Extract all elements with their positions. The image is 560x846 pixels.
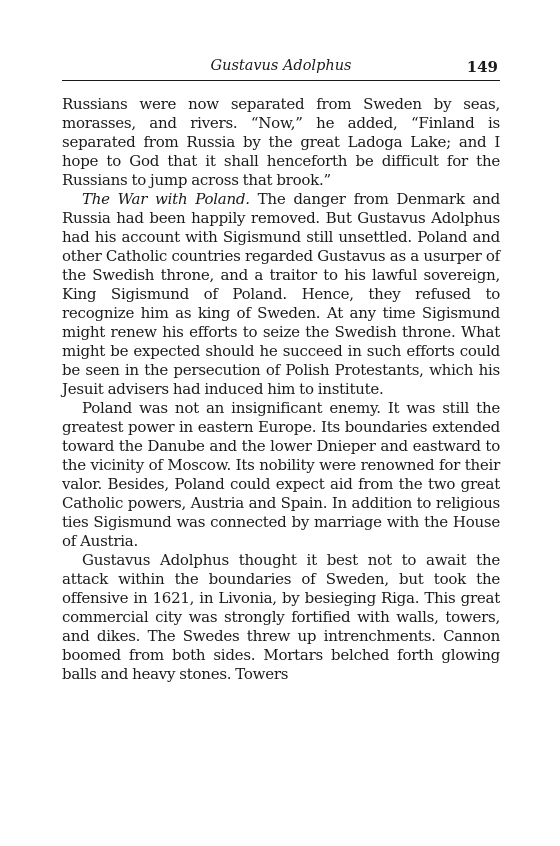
paragraph-1-text: Russians were now separated from Sweden by seas, morasses, and rivers. “Now,” he added, “Finland is separated from Russia by the great Ladoga Lake; and I hope to God that it shall henceforth be difficult for the Russians to jump across that brook.” <box>62 95 500 189</box>
paragraph-2 <box>62 190 500 399</box>
paragraph-3 <box>62 399 500 551</box>
body-text <box>62 95 500 684</box>
paragraph-1 <box>62 95 500 190</box>
page-header <box>62 58 500 81</box>
paragraph-3-text: Poland was not an insignificant enemy. It was still the greatest power in eastern Europe. Its boundaries extended toward the Danube and the lower Dnieper and eastward to the vicinity of Moscow. Its nobility were renowned for their valor. Besides, Poland could expect aid from the two great Catholic powers, Austria and Spain. In addition to religious ties Sigismund was connected by marriage with the House of Austria. <box>62 399 500 550</box>
section-subhead: The War with Poland. <box>82 190 250 208</box>
book-page <box>62 58 500 684</box>
paragraph-4-text: Gustavus Adolphus thought it best not to await the attack within the boundaries of Sweden, but took the offensive in 1621, in Livonia, by besieging Riga. This great commercial city was strongly fortified with walls, towers, and dikes. The Swedes threw up intrenchments. Cannon boomed from both sides. Mortars belched forth glowing balls and heavy stones. Towers <box>62 551 500 683</box>
running-head: Gustavus Adolphus <box>210 58 352 74</box>
paragraph-4 <box>62 551 500 684</box>
page-number: 149 <box>466 58 498 76</box>
paragraph-2-text: The danger from Denmark and Russia had been happily removed. But Gustavus Adolphus had his account with Sigismund still unsettled. Poland and other Catholic countries regarded Gustavus as a usurper of the Swedish throne, and a traitor to his lawful sovereign, King Sigismund of Poland. Hence, they refused to recognize him as king of Sweden. At any time Sigismund might renew his efforts to seize the Swedish throne. What might be expected should he succeed in such efforts could be seen in the persecution of Polish Protestants, which his Jesuit advisers had induced him to institute. <box>62 190 500 398</box>
